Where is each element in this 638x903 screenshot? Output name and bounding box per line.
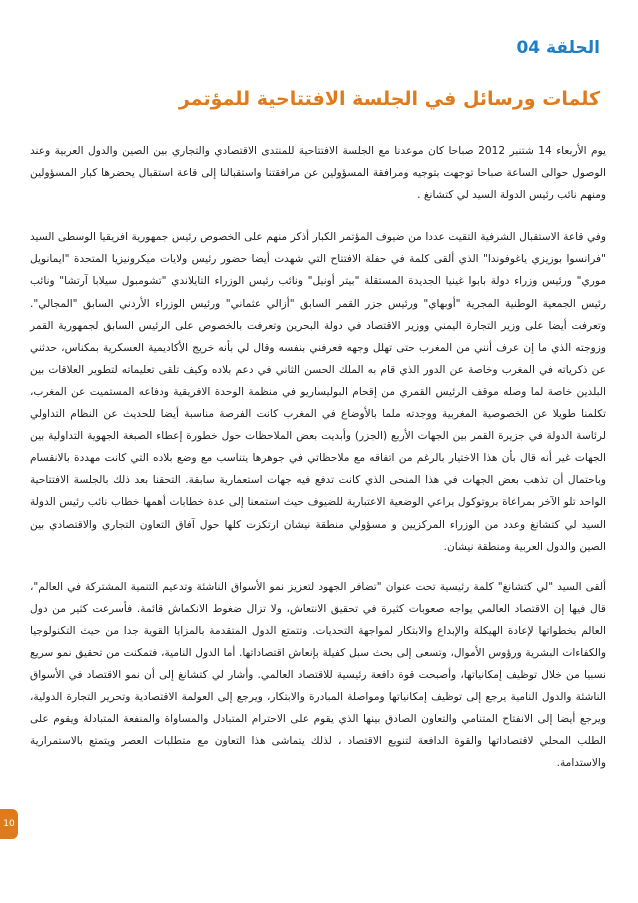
article-title: كلمات ورسائل في الجلسة الافتتاحية للمؤتمر bbox=[178, 88, 600, 110]
paragraph-3: ألقى السيد "لي كتشانغ" كلمة رئيسية تحت عنوان "تضافر الجهود لتعزيز نمو الأسواق الناشئة وتدعيم التنمية المشتركة في العالم"، قال فيها إن الاقتصاد العالمي يواجه صعوبات كثيرة في تحقيق الانتعاش، ولا تزال ضغوط الانكماش قائمة. فأسرعت كثير من دول العالم بخطواتها لإعادة الهيكلة والإبداع والابتكار لمواجهة التحديات. وتتمتع الدول المتقدمة بالمزايا القوية جدا من حيث التكنولوجيا والكفاءات البشرية ورؤوس الأموال، وتسعى إلى بحث سبل كفيلة بإنعاش اقتصاداتها. أما الدول النامية، فتمكنت من تحقيق نمو سريع نسبيا من خلال توظيف إمكانياتها، وأصبحت قوة دافعة رئيسية للاقتصاد العالمي. وأشار لي كتشانغ إلى أن نمو الاقتصاد في الأسواق الناشئة والدول النامية يرجع إلى توظيف إمكانياتها ومواصلة المبادرة والابتكار، ويرجع إلى العولمة الاقتصادية وتحرير التجارة الدولية، ويرجع أيضا إلى الانفتاح المتنامي والتعاون الصادق بينها الذي يقوم على الاحترام المتبادل والمساواة والمنفعة المتبادلة ويقوم على الطلب المحلي لاقتصاداتها والقوة الدافعة لتنويع الاقتصاد ، لذلك يتماشى هذا التعاون مع متطلبات العصر ويتمتع بالاستمرارية والاستدامة. bbox=[30, 580, 606, 770]
paragraph-2: وفي قاعة الاستقبال الشرفية التقيت عددا من ضيوف المؤتمر الكبار أذكر منهم على الخصوص رئيس جمهورية افريقيا الوسطى السيد "فرانسوا بوزيزي ياغوفوندا" الذي ألقى كلمة في حفلة الافتتاح التي شهدت أيضا حضور رئيس ولايات ميكرونيزيا المتحدة "ايمانويل موري" ورئيس وزراء دولة بابوا غينيا الجديدة المستقلة "بيتر أونيل" ونائب رئيس الوزراء التايلاندي "تشومبول سيلابا آرتشا" ونائب رئيس الجمعية الوطنية المجرية "أوبهاي" ورئيس جزر القمر السابق "أزالي عثماني" ورئيس الوزراء الأردني السابق "المجالي". وتعرفت أيضا على وزير التجارة اليمني ووزير الاقتصاد في دولة البحرين وتعرفت بالخصوص على الرئيس السابق لجمهورية القمر وزوجته الذي ما إن عرف أنني من المغرب حتى تهلل وجهه فعرفني بنفسه وقال لي بأنه خريج الأكاديمية العسكرية بمكناس، حدثني عن ذكرياته في المغرب وخاصة عن الدور الذي قام به الملك الحسن الثاني في دعم بلاده وكيف تلقى تعليماته لتطوير العلاقات بين البلدين خاصة لما وصله موقف الرئيس القمري من إقحام البوليساريو في منظمة الوحدة الافريقية ودفاعه المستميت عن المغرب، تكلمنا طويلا عن الخصوصية المغربية ووجدته ملما بالأوضاع في المغرب كانت الفرصة مناسبة أيضا للحديث عن النظام التداولي لرئاسة الدولة في جزيرة القمر بين الجهات الأربع (الجزر) وأبديت بعض الملاحظات حول خطورة إعطاء الصبغة الجهوية التداولية بين الجهات غير أنه قال بأن هذا الاختيار بالرغم من اتفاقه مع ملاحظاتي في جوهرها يتناسب مع وضع بلاده التي كانت مهددة بالانقسام وباحتمال أن تذهب بعض الجهات في هذا المنحى الذي كانت تدفع فيه جهات استعمارية سابقة. التحقنا بعد ذلك بالجلسة الافتتاحية الواحد تلو الآخر بمراعاة بروتوكول يراعي الوضعية الاعتبارية للضيوف حيث استمعنا إلى عدة خطابات أهمها خطاب نائب رئيس الدولة السيد لي كتشانغ وعدد من الوزراء المركزيين و مسؤولي منطقة نيشان ارتكزت كلها حول آفاق التعاون التجاري والاقتصادي بين الصين والدول العربية ومنطقة نيشان. bbox=[30, 231, 606, 553]
episode-heading: الحلقة 04 bbox=[516, 38, 600, 58]
article-body bbox=[30, 140, 606, 793]
page-number-tab bbox=[0, 809, 18, 839]
paragraph-1: يوم الأربعاء 14 شتنبر 2012 صباحا كان موعدنا مع الجلسة الافتتاحية للمنتدى الاقتصادي والتجاري بين الصين والدول العربية وعند الوصول حوالى الساعة صباحا توجهت بتوجيه ومرافقة المسؤولين عن مرافقتنا واستقبالنا إلى قاعة استقبال يحضرها كبار المسؤولين ومنهم نائب رئيس الدولة السيد لي كتشانغ . bbox=[30, 145, 606, 202]
page-number: 10 bbox=[3, 819, 15, 829]
